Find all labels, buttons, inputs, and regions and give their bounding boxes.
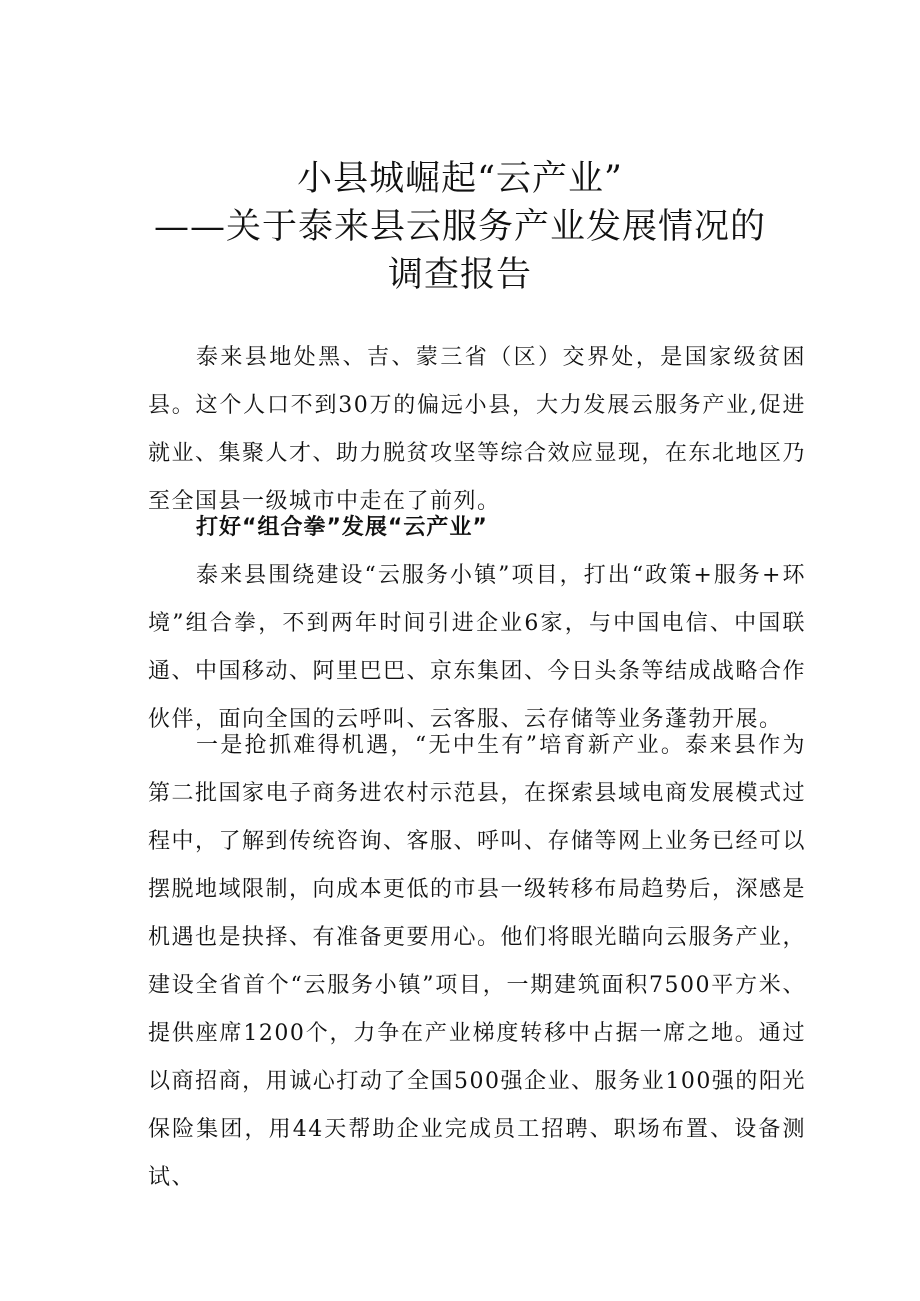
document-title-line-2: ——关于泰来县云服务产业发展情况的 — [153, 207, 766, 247]
document-title-line-3: 调查报告 — [387, 255, 532, 295]
paragraph-point-one: 一是抢抓难得机遇，“无中生有”培育新产业。泰来县作为第二批国家电子商务进农村示范县，在探索县域电商发展模式过程中，了解到传统咨询、客服、呼叫、存储等网上业务已经可以摆脱地域限制，向成本更低的市县一级转移布局趋势后，深感是机遇也是抉择、有准备更要用心。他们将眼光瞄向云服务产业，建设全省首个“云服务小镇”项目，一期建筑面积7500平方米、提供座席1200个，力争在产业梯度转移中占据一席之地。通过以商招商，用诚心打动了全国500强企业、服务业100强的阳光保险集团，用44天帮助企业完成员工招聘、职场布置、设备测试、 — [148, 733, 807, 1190]
section-heading: 打好“组合拳”发展“云产业” — [196, 515, 488, 540]
paragraph-overview: 泰来县围绕建设“云服务小镇”项目，打出“政策+服务+环境”组合拳，不到两年时间引进企业6家，与中国电信、中国联通、中国移动、阿里巴巴、京东集团、今日头条等结成战略合作伙伴，面向全国的云呼叫、云客服、云存储等业务蓬勃开展。 — [148, 563, 807, 732]
paragraph-intro: 泰来县地处黑、吉、蒙三省（区）交界处，是国家级贫困县。这个人口不到30万的偏远小县，大力发展云服务产业,促进就业、集聚人才、助力脱贫攻坚等综合效应显现，在东北地区乃至全国县一级城市中走在了前列。 — [148, 345, 807, 514]
document-title-line-1: 小县城崛起“云产业” — [297, 159, 623, 199]
